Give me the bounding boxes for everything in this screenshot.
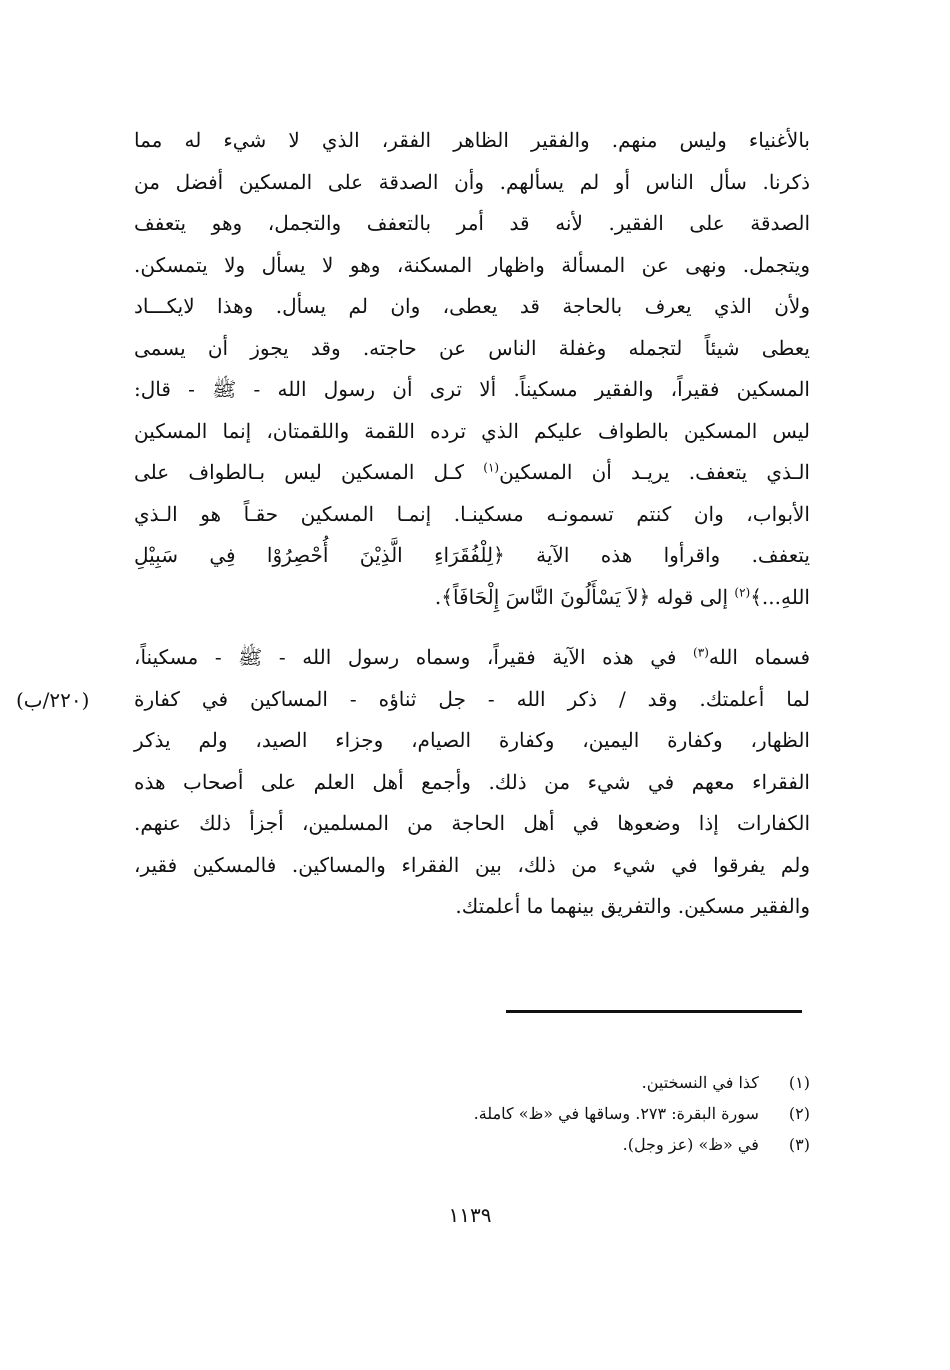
- text-line: ذكرنا. سأل الناس أو لم يسألهم. وأن الصدقة على المسكين أفضل من: [134, 169, 810, 194]
- text-line: الكفارات إذا وضعوها في أهل الحاجة من المسلمين، أجزأ ذلك عنهم.: [134, 811, 810, 835]
- footnote-item: [300, 1129, 810, 1160]
- text-line: يتعفف. واقرأوا هذه الآية ﴿لِلْفُقَرَاءِ الَّذِيْنَ أُحْصِرُوْا فِي سَبِيْلِ: [134, 543, 810, 567]
- page-number: ١١٣٩: [448, 1203, 492, 1227]
- line-text-before-ref: اللهِ...﴾: [750, 584, 810, 609]
- footnote-ref-3[interactable]: (٣): [693, 645, 709, 660]
- line-text-before-ref: الـذي يتعفف. يريـد أن المسكين: [499, 460, 810, 484]
- footnote-number: (٣): [788, 1135, 810, 1154]
- manuscript-folio-marker: (٢٢٠/ب): [16, 688, 90, 712]
- main-paragraph-2: [134, 637, 810, 928]
- footnote-separator: [506, 1010, 802, 1013]
- text-line: الظهار، وكفارة اليمين، وكفارة الصيام، وجزاء الصيد، ولم يذكر: [134, 728, 810, 752]
- text-line: ويتجمل. ونهى عن المسألة واظهار المسكنة، وهو لا يسأل ولا يتمسكن.: [134, 252, 810, 277]
- line-text-after-ref: كـل المسكين ليس بـالطواف على: [134, 460, 484, 484]
- text-line: لما أعلمتك. وقد / ذكر الله - جل ثناؤه - المساكين في كفارة: [134, 686, 810, 711]
- text-line: المسكين فقيراً، والفقير مسكيناً. ألا ترى أن رسول الله - ﷺ - قال:: [134, 377, 810, 401]
- footnote-ref-2[interactable]: (٢): [734, 584, 751, 599]
- text-line: ولأن الذي يعرف بالحاجة قد يعطى، وان لم يسأل. وهذا لايكـــاد: [134, 294, 810, 318]
- main-paragraph-1: [134, 120, 810, 618]
- text-line: [134, 452, 810, 494]
- line-text-after-ref: إلى قوله ﴿لاَ يَسْأَلُونَ النَّاسَ إِلْحَافَاً﴾.: [434, 584, 735, 609]
- line-text-before-ref: فسماه الله: [708, 645, 811, 669]
- text-line: [134, 577, 810, 619]
- footnote-item: [300, 1067, 810, 1098]
- footnote-text: كذا في النسختين.: [641, 1073, 759, 1092]
- footnotes: [300, 1067, 810, 1160]
- text-line: الصدقة على الفقير. لأنه قد أمر بالتعفف والتجمل، وهو يتعفف: [134, 211, 810, 235]
- text-line: الفقراء معهم في شيء من ذلك. وأجمع أهل العلم على أصحاب هذه: [134, 769, 810, 794]
- text-line: [134, 637, 810, 679]
- footnote-text: سورة البقرة: ٢٧٣. وساقها في «ظ» كاملة.: [473, 1104, 759, 1123]
- text-line: بالأغنياء وليس منهم. والفقير الظاهر الفقر، الذي لا شيء له مما: [134, 128, 810, 152]
- text-line: يعطى شيئاً لتجمله وغفلة الناس عن حاجته. وقد يجوز أن يسمى: [134, 335, 810, 360]
- text-line: ليس المسكين بالطواف عليكم الذي ترده اللقمة واللقمتان، إنما المسكين: [134, 418, 810, 443]
- footnote-text: في «ظ» (عز وجل).: [622, 1135, 759, 1154]
- text-line: الأبواب، وان كنتم تسمونـه مسكينـا. إنمـا المسكين حقـاً هو الـذي: [134, 501, 810, 526]
- footnote-number: (٢): [788, 1104, 810, 1123]
- footnote-item: [300, 1098, 810, 1129]
- footnote-ref-1[interactable]: (١): [483, 460, 500, 475]
- footnote-number: (١): [788, 1073, 810, 1092]
- text-line: ولم يفرقوا في شيء من ذلك، بين الفقراء والمساكين. فالمسكين فقير،: [134, 852, 810, 877]
- text-line: والفقير مسكين. والتفريق بينهما ما أعلمتك.: [455, 894, 810, 918]
- line-text-after-ref: في هذه الآية فقيراً، وسماه رسول الله - ﷺ - مسكيناً،: [134, 645, 694, 669]
